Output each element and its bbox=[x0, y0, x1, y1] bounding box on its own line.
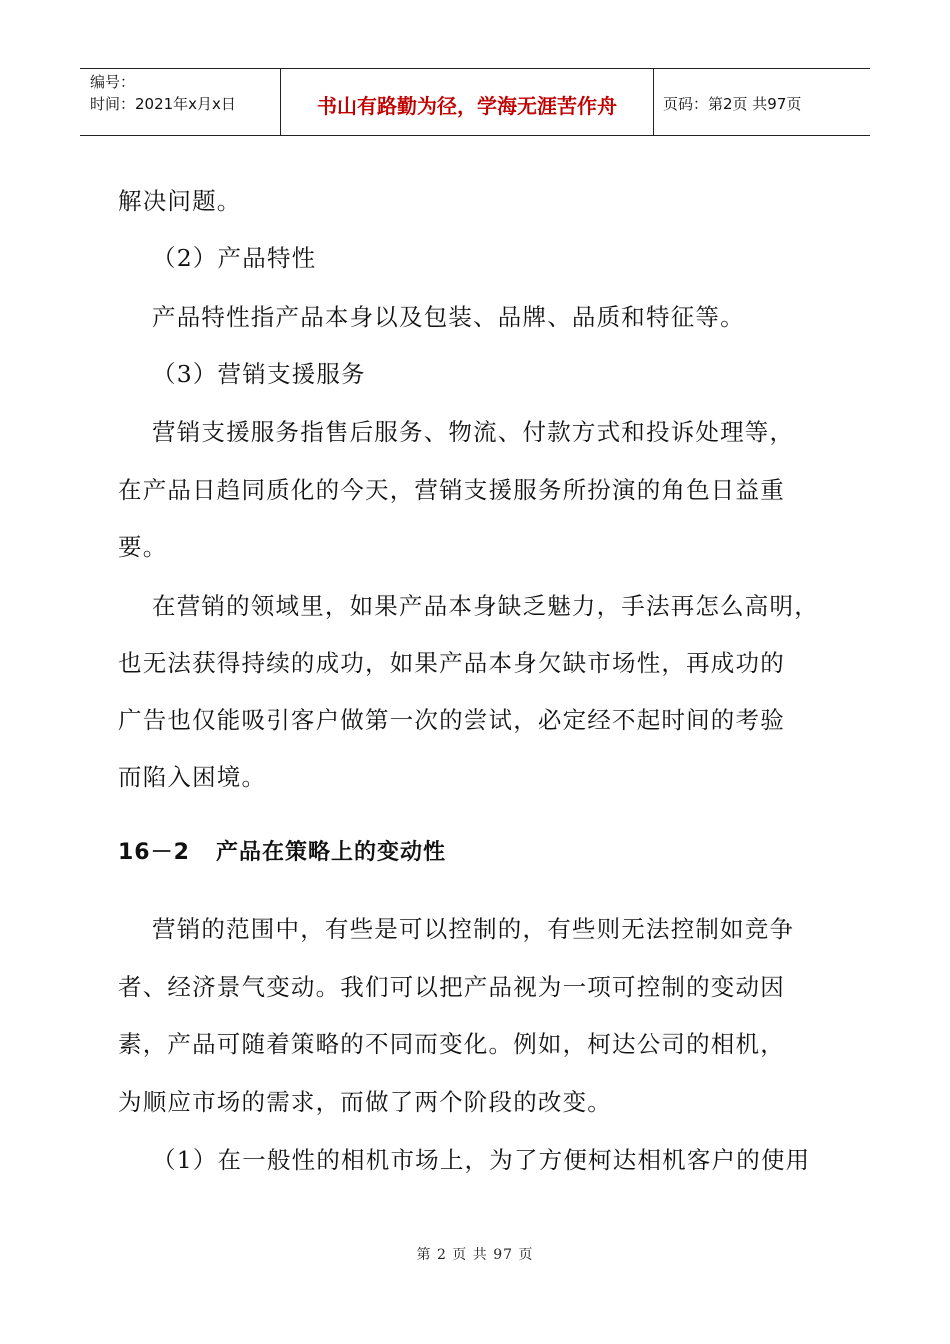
serial-label: 编号： bbox=[90, 73, 136, 91]
subheading-marketing-support: （3）营销支援服务 bbox=[152, 360, 366, 388]
section-number: 16－2 bbox=[118, 840, 190, 865]
motto-text: 书山有路勤为径，学海无涯苦作舟 bbox=[317, 93, 617, 118]
paragraph-line: （1）在一般性的相机市场上，为了方便柯达相机客户的使用 bbox=[152, 1146, 811, 1174]
paragraph-line: 为顺应市场的需求，而做了两个阶段的改变。 bbox=[118, 1088, 612, 1116]
paragraph-line: 在产品日趋同质化的今天，营销支援服务所扮演的角色日益重 bbox=[118, 476, 785, 504]
paragraph-line: 产品特性指产品本身以及包装、品牌、品质和特征等。 bbox=[152, 303, 745, 331]
paragraph-line: 广告也仅能吸引客户做第一次的尝试，必定经不起时间的考验 bbox=[118, 706, 785, 734]
paragraph-line: 素，产品可随着策略的不同而变化。例如，柯达公司的相机， bbox=[118, 1030, 785, 1058]
paragraph-line: 者、经济景气变动。我们可以把产品视为一项可控制的变动因 bbox=[118, 973, 785, 1001]
header-meta-cell bbox=[80, 69, 281, 135]
paragraph-line: 也无法获得持续的成功，如果产品本身欠缺市场性，再成功的 bbox=[118, 649, 785, 677]
paragraph-line: 营销的范围中，有些是可以控制的，有些则无法控制如竞争 bbox=[152, 915, 795, 943]
document-header bbox=[80, 68, 870, 136]
page-info: 页码：第2页 共97页 bbox=[663, 94, 802, 113]
paragraph-line: 要。 bbox=[118, 533, 168, 561]
page-footer: 第 2 页 共 97 页 bbox=[416, 1247, 534, 1263]
paragraph-line: 而陷入困境。 bbox=[118, 763, 267, 791]
subheading-product-features: （2）产品特性 bbox=[152, 244, 317, 272]
header-page-cell bbox=[654, 69, 870, 135]
section-title: 产品在策略上的变动性 bbox=[215, 840, 446, 865]
time-label: 时间：2021年x月x日 bbox=[90, 95, 236, 113]
header-motto-cell bbox=[281, 69, 654, 135]
paragraph-line: 解决问题。 bbox=[118, 187, 242, 215]
paragraph-line: 营销支援服务指售后服务、物流、付款方式和投诉处理等， bbox=[152, 418, 795, 446]
section-heading bbox=[118, 838, 446, 868]
paragraph-line: 在营销的领域里，如果产品本身缺乏魅力，手法再怎么高明， bbox=[152, 592, 819, 620]
